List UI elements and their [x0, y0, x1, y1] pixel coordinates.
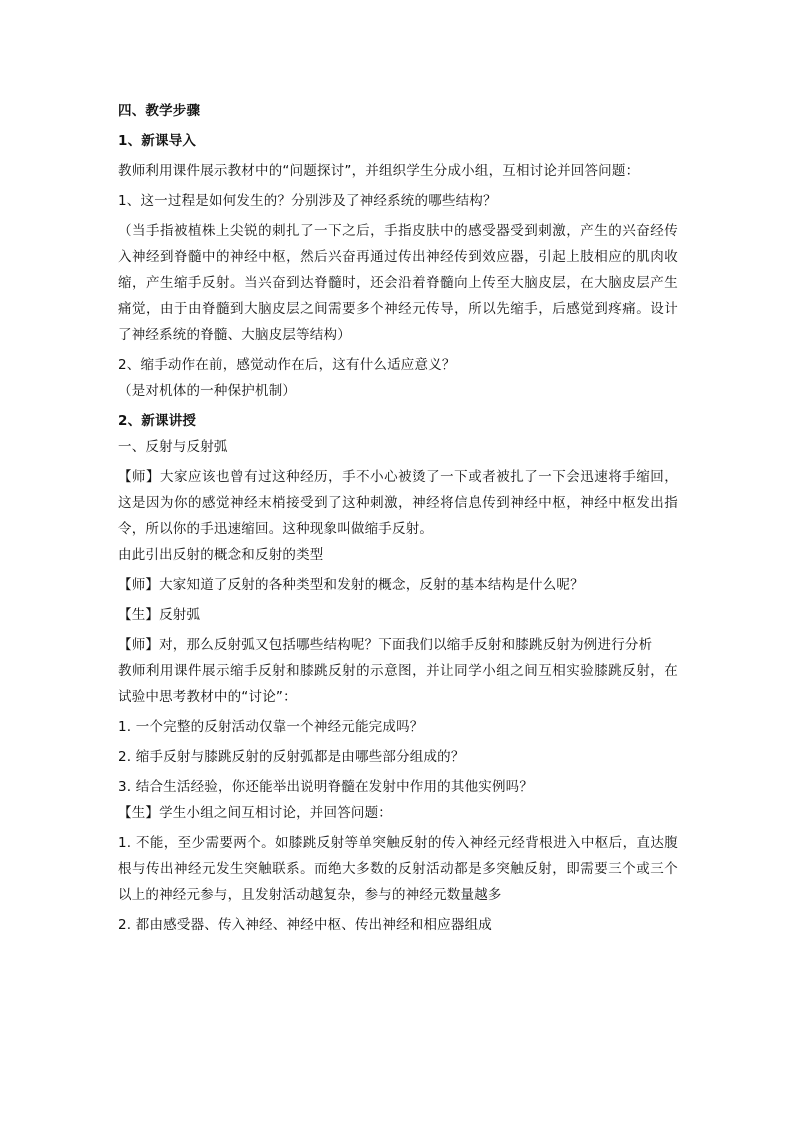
student-reply-1: 【生】反射弧	[118, 607, 201, 623]
subsection-title-intro: 1、新课导入	[118, 133, 197, 149]
question-2: 2、缩手动作在前，感觉动作在后，这有什么适应意义？	[118, 357, 456, 373]
reply-answer-1: 1. 不能，至少需要两个。如膝跳反射等单突触反射的传入神经元经背根进入中枢后，直达腹根与传出神经元发生突触联系。而绝大多数的反射活动都是多突触反射，即需要三个或三个以上的神经元参与，且发射活动越复杂，参与的神经元数量越多	[118, 835, 678, 903]
teacher-paragraph-3: 【师】对，那么反射弧又包括哪些结构呢？下面我们以缩手反射和膝跳反射为例进行分析	[118, 637, 653, 653]
subsection-title-lecture: 2、新课讲授	[118, 413, 197, 429]
question-1: 1、这一过程是如何发生的？分别涉及了神经系统的哪些结构？	[118, 193, 497, 209]
teacher-paragraph-2: 【师】大家知道了反射的各种类型和发射的概念，反射的基本结构是什么呢？	[118, 577, 584, 593]
topic-heading: 一、反射与反射弧	[118, 439, 228, 455]
teacher-paragraph-1: 【师】大家应该也曾有过这种经历，手不小心被烫了一下或者被扎了一下会迅速将手缩回，这是因为你的感觉神经末梢接受到了这种刺激，神经将信息传到神经中枢，神经中枢发出指令，所以你的手迅速缩回。这种现象叫做缩手反射。	[118, 469, 678, 537]
answer-1: （当手指被植株上尖锐的刺扎了一下之后，手指皮肤中的感受器受到刺激，产生的兴奋经传入神经到脊髓中的神经中枢，然后兴奋再通过传出神经传到效应器，引起上肢相应的肌肉收缩，产生缩手反射。当兴奋到达脊髓时，还会沿着脊髓向上传至大脑皮层，在大脑皮层产生痛觉，由于由脊髓到大脑皮层之间需要多个神经元传导，所以先缩手，后感觉到疼痛。设计了神经系统的脊髓、大脑皮层等结构）	[118, 223, 678, 343]
document-body	[118, 98, 678, 938]
discussion-question-2: 2. 缩手反射与膝跳反射的反射弧都是由哪些部分组成的？	[118, 749, 465, 765]
teacher-paragraph-4: 教师利用课件展示缩手反射和膝跳反射的示意图，并让同学小组之间互相实验膝跳反射，在试验中思考教材中的“讨论”：	[118, 663, 678, 705]
answer-2: （是对机体的一种保护机制）	[118, 383, 297, 399]
student-reply-2: 【生】学生小组之间互相讨论，并回答问题：	[118, 805, 392, 821]
paragraph-concept: 由此引出反射的概念和反射的类型	[118, 547, 324, 563]
reply-answer-2: 2. 都由感受器、传入神经、神经中枢、传出神经和相应器组成	[118, 917, 492, 933]
discussion-question-1: 1. 一个完整的反射活动仅靠一个神经元能完成吗？	[118, 719, 424, 735]
intro-paragraph: 教师利用课件展示教材中的“问题探讨”，并组织学生分成小组，互相讨论并回答问题：	[118, 163, 640, 179]
section-heading: 四、教学步骤	[118, 103, 201, 119]
discussion-question-3: 3. 结合生活经验，你还能举出说明脊髓在发射中作用的其他实例吗？	[118, 779, 534, 795]
